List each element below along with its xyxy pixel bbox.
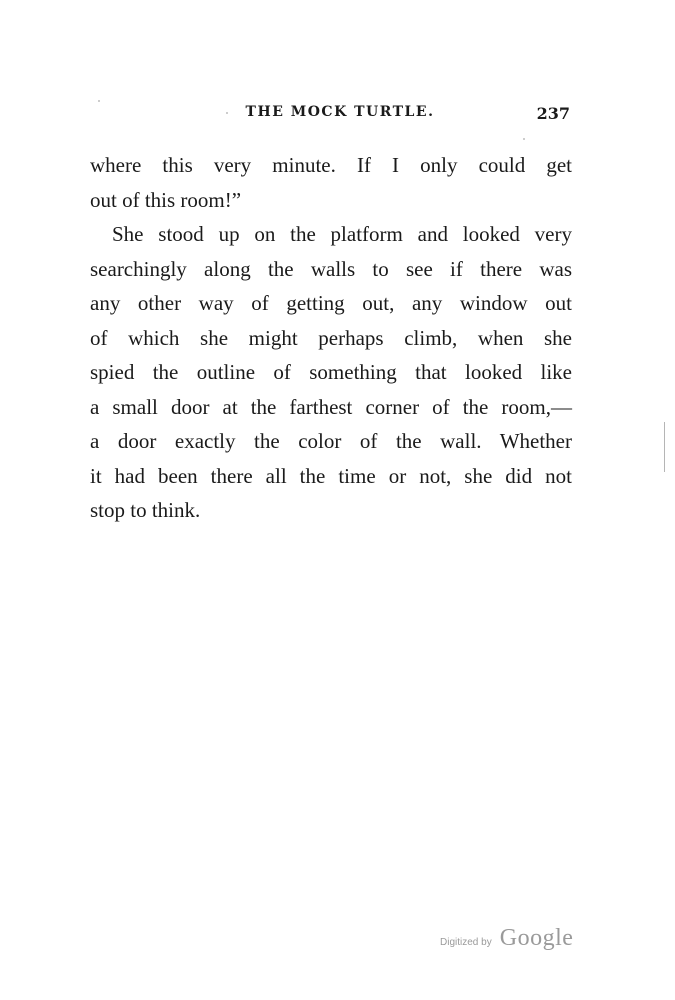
paper-speck xyxy=(98,100,100,102)
text-line: it had been there all the time or not, she did not xyxy=(90,463,572,488)
text-line: a small door at the farthest corner of the room,— xyxy=(90,394,572,419)
text-line: where this very minute. If I only could get xyxy=(90,153,572,177)
text-line: spied the outline of something that looked like xyxy=(90,360,572,384)
page-edge-mark xyxy=(664,422,665,472)
text-line: a door exactly the color of the wall. Whether xyxy=(90,429,572,453)
text-line: any other way of getting out, any window out xyxy=(90,291,572,315)
page-number: 237 xyxy=(536,104,570,123)
text-line: of which she might perhaps climb, when she xyxy=(90,325,572,350)
running-head xyxy=(90,104,570,128)
text-line: out of this room!” xyxy=(90,187,242,212)
watermark-prefix: Digitized by xyxy=(440,937,492,948)
body-text xyxy=(90,148,572,528)
digitized-watermark xyxy=(440,925,573,952)
watermark-brand: Google xyxy=(499,925,574,951)
text-line: She stood up on the platform and looked very xyxy=(112,222,572,246)
running-title: THE MOCK TURTLE. xyxy=(245,104,435,120)
text-line: searchingly along the walls to see if there was xyxy=(90,256,572,281)
text-line: stop to think. xyxy=(90,498,201,522)
paper-speck xyxy=(523,138,525,140)
paper-speck xyxy=(226,112,228,114)
